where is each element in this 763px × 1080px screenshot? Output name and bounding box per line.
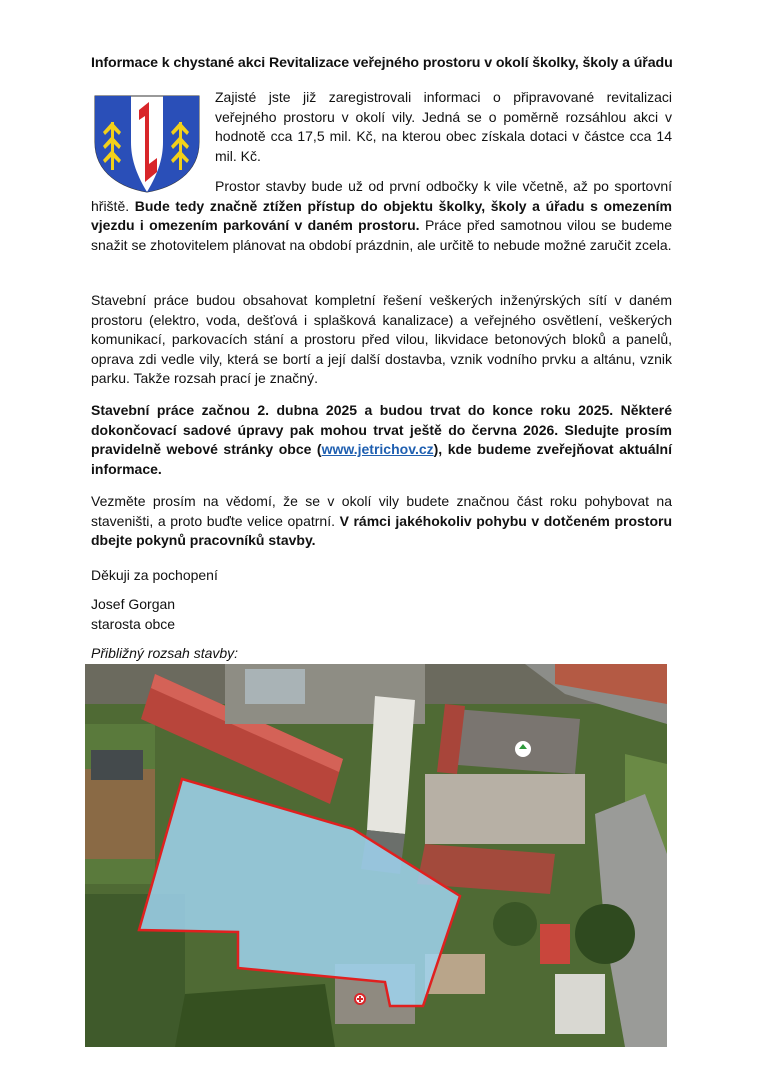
- construction-area-aerial-map: [85, 664, 667, 1047]
- website-link[interactable]: www.jetrichov.cz: [321, 441, 434, 458]
- schedule-text-end: ), kde budeme zveřejňovat aktuální informace.: [91, 441, 672, 477]
- safety-text: Vezměte prosím na vědomí, že se v okolí vily budete značnou část roku pohybovat na staveništi, a proto buďte velice opatrní.: [91, 493, 672, 529]
- access-warning: Bude tedy značně ztížen přístup do objektu školky, školy a úřadu s omezením vjezdu i omezením parkování v daném prostoru.: [91, 197, 672, 234]
- intro-paragraph: Zajisté jste již zaregistrovali informaci o připravované revitalizaci veřejného prostoru v okolí vily. Jedná se o poměrně rozsáhlou akci v hodnotě cca 17,5 mil. Kč, na kterou obec získala dotaci v částce cca 14 mil. Kč.: [215, 89, 672, 164]
- signature-role: starosta obce: [91, 616, 176, 632]
- signature-name: Josef Gorgan: [91, 596, 176, 612]
- scope-paragraph: Stavební práce budou obsahovat kompletní řešení veškerých inženýrských sítí v daném prostoru (elektro, voda, dešťová i splašková kanalizace) a veřejného osvětlení, veškerých komunikací, parkovacích stání a prostoru před vilou, likvidace betonových bloků a panelů, oprava zdi vedle vily, která se bortí a její další dostavba, vznik vodního prvku a altánu, vznik parku. Takže rozsah prací je značný.: [91, 292, 672, 387]
- safety-paragraph: [91, 492, 672, 551]
- safety-warning: V rámci jakéhokoliv pohybu v dotčeném prostoru dbejte pokynů pracovníků stavby.: [91, 512, 673, 549]
- schedule-text: Stavební práce začnou 2. dubna 2025 a budou trvat do konce roku 2025. Některé dokončovací sadové úpravy pak mohou trvat ještě do června 2026. Sledujte prosím pravidelně webové stránky obce (: [91, 402, 672, 458]
- access-text-end: Práce před samotnou vilou se budeme snažit se zhotovitelem plánovat na období prázdnin, ale určitě to nebude možné zaručit zcela.: [91, 217, 672, 253]
- thanks-line: Děkuji za pochopení: [91, 567, 218, 583]
- document-title: Informace k chystané akci Revitalizace veřejného prostoru v okolí školky, školy a úřadu: [91, 55, 673, 71]
- access-paragraph: [91, 177, 672, 255]
- schedule-paragraph: [91, 401, 672, 479]
- map-caption: Přibližný rozsah stavby:: [91, 645, 239, 661]
- access-text: Prostor stavby bude už od první odbočky k vile včetně, až po sportovní hřiště.: [91, 178, 672, 214]
